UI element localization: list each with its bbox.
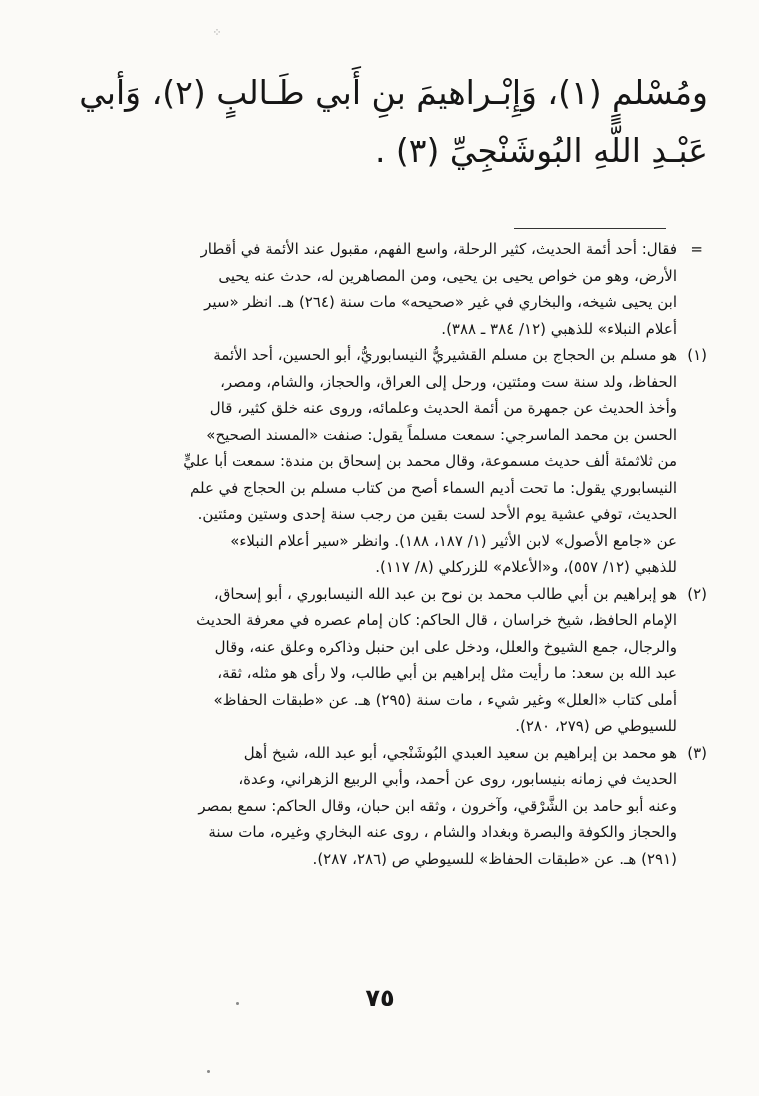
footnote-2	[52, 581, 707, 740]
footnote-line: ابن يحيى شيخه، والبخاري في غير «صحيحه» مات سنة (٢٦٤) هـ. انظر «سير	[204, 293, 677, 311]
footnote-line: الأرض، وهو من خواص يحيى بن يحيى، ومن المصاهرين له، حدث عنه يحيى	[218, 266, 677, 285]
footnote-line: والحجاز والكوفة والبصرة وبغداد والشام ، روى عنه البخاري وغيره، مات سنة	[208, 823, 677, 841]
ink-speck	[207, 1070, 210, 1073]
footnote-line: عن «جامع الأصول» لابن الأثير (١/ ١٨٧، ١٨٨). وانظر «سير أعلام النبلاء»	[230, 531, 677, 550]
footnote-line: الحديث، توفي عشية يوم الأحد لست بقين من رجب سنة إحدى وستين ومئتين.	[197, 505, 677, 523]
footnote-line: الحسن بن محمد الماسرجي: سمعت مسلماً يقول: صنفت «المسند الصحيح»	[206, 425, 677, 444]
footnote-line: هو محمد بن إبراهيم بن سعيد العبدي البُوشَنْجي، أبو عبد الله، شيخ أهل	[243, 743, 677, 762]
footnote-number: (٢)	[687, 584, 707, 603]
footnote-number: (١)	[687, 346, 707, 364]
ornament-mark: ⁘	[212, 26, 222, 39]
footnote-line: وعنه أبو حامد بن الشَّرْقي، وآخرون ، وثقه ابن حبان، وقال الحاكم: سمع بمصر	[198, 796, 677, 815]
footnote-1	[52, 342, 707, 581]
footnote-number: (٣)	[687, 743, 707, 762]
continuation-marker: =	[690, 240, 703, 258]
footnote-line: هو إبراهيم بن أبي طالب محمد بن نوح بن عبد الله النيسابوري ، أبو إسحاق،	[213, 584, 677, 603]
footnote-line: هو مسلم بن الحجاج بن مسلم القشيريُّ النيسابوريُّ، أبو الحسين، أحد الأئمة	[213, 346, 677, 364]
page-number: ٧٥	[365, 984, 395, 1012]
footnote-line: للذهبي (١٢/ ٥٥٧)، و«الأعلام» للزركلي (٨/ ١١٧).	[375, 558, 677, 576]
footnotes	[52, 236, 707, 872]
main-text	[60, 64, 708, 180]
footnote-continuation	[52, 236, 707, 342]
main-line: ومُسْلمٍ (١)، وَإِبْـراهيمَ بنِ أَبي طَـالبٍ (٢)، وَأبي	[79, 73, 708, 112]
footnote-line: أعلام النبلاء» للذهبي (١٢/ ٣٨٤ ـ ٣٨٨).	[441, 319, 677, 338]
footnote-line: (٢٩١) هـ. عن «طبقات الحفاظ» للسيوطي ص (٢٨٦، ٢٨٧).	[312, 849, 677, 868]
footnote-line: والرجال، جمع الشيوخ والعلل، ودخل على ابن حنبل وذاكره وعلق عنه، وقال	[214, 637, 677, 656]
ink-speck	[236, 1002, 239, 1005]
footnote-3	[52, 740, 707, 873]
footnote-divider	[514, 228, 666, 229]
footnote-line: أملى كتاب «العلل» وغير شيء ، مات سنة (٢٩٥) هـ. عن «طبقات الحفاظ»	[213, 690, 677, 709]
footnote-line: للسيوطي ص (٢٧٩، ٢٨٠).	[515, 717, 677, 735]
footnote-line: عبد الله بن سعد: ما رأيت مثل إبراهيم بن أبي طالب، ولا رأى هو مثله، ثقة،	[217, 664, 677, 682]
footnote-line: من ثلاثمئة ألف حديث مسموعة، وقال محمد بن إسحاق بن مندة: سمعت أبا عليٍّ	[183, 452, 677, 470]
footnote-line: الحفاظ، ولد سنة ست ومئتين، ورحل إلى العراق، والحجاز، والشام، ومصر،	[220, 372, 677, 391]
footnote-line: الإمام الحافظ، شيخ خراسان ، قال الحاكم: كان إمام عصره في معرفة الحديث	[196, 611, 677, 629]
footnote-line: فقال: أحد أئمة الحديث، كثير الرحلة، واسع الفهم، مقبول عند الأئمة في أقطار	[200, 240, 677, 258]
main-line: عَبْـدِ اللَّهِ البُوشَنْجِيِّ (٣) .	[374, 131, 708, 170]
footnote-line: النيسابوري يقول: ما تحت أديم السماء أصح من كتاب مسلم بن الحجاج في علم	[190, 478, 677, 497]
footnote-line: الحديث في زمانه بنيسابور، روى عن أحمد، وأبي الربيع الزهراني، وعدة،	[238, 770, 677, 788]
footnote-line: وأخذ الحديث عن جمهرة من أئمة الحديث وعلمائه، وروى عنه خلق كثير، قال	[209, 399, 677, 417]
